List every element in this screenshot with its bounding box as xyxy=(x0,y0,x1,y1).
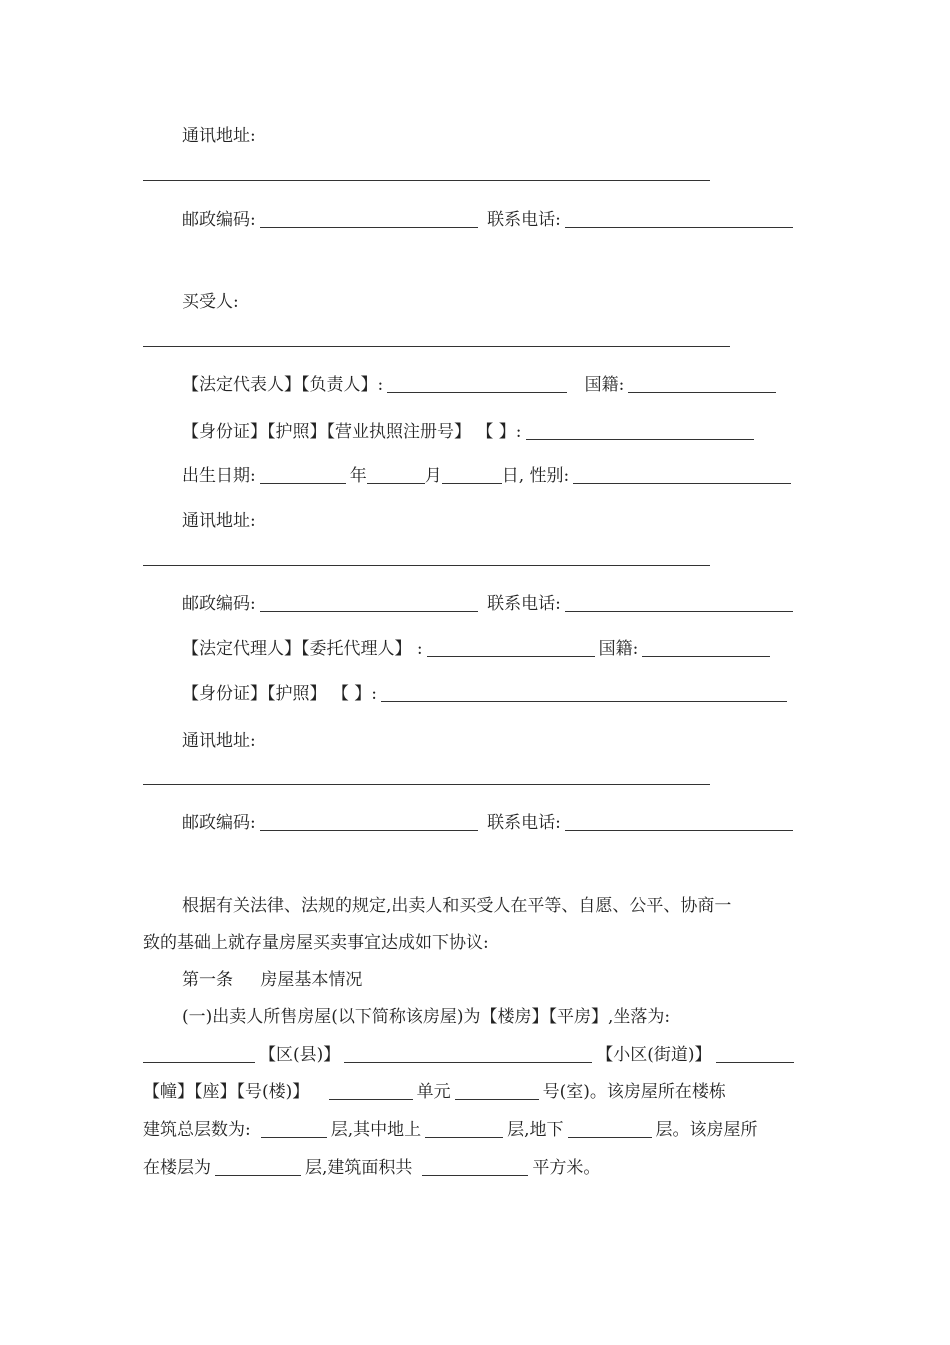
buyer-address-field[interactable] xyxy=(143,565,710,566)
article-heading xyxy=(182,968,362,992)
seller-phone-label: 联系电话: xyxy=(487,210,561,230)
agent-nationality-label: 国籍: xyxy=(598,639,639,659)
floors-end-text: 层。该房屋所 xyxy=(655,1120,758,1140)
birth-year-field[interactable] xyxy=(260,465,346,484)
buyer-id-field[interactable] xyxy=(526,421,754,440)
building-row xyxy=(143,1080,726,1104)
agent-phone-field[interactable] xyxy=(565,812,793,831)
agent-row xyxy=(182,637,774,661)
birth-day-field[interactable] xyxy=(442,465,502,484)
location-row xyxy=(143,1043,798,1067)
month-text: 月 xyxy=(424,466,442,486)
district-field[interactable] xyxy=(143,1044,255,1063)
agent-id-field[interactable] xyxy=(381,683,787,702)
buyer-postcode-label: 邮政编码: xyxy=(182,594,256,614)
intro-line-1: 根据有关法律、法规的规定,出卖人和买受人在平等、自愿、公平、协商一 xyxy=(182,896,732,916)
floors-row xyxy=(143,1118,758,1142)
agent-phone-label: 联系电话: xyxy=(487,813,561,833)
unit-text: 单元 xyxy=(416,1082,451,1102)
agent-postcode-row xyxy=(182,811,797,835)
area-row xyxy=(143,1156,600,1180)
clause-1: (一)出卖人所售房屋(以下简称该房屋)为【楼房】【平房】,坐落为: xyxy=(182,1007,671,1027)
buyer-address-label: 通讯地址: xyxy=(182,511,256,531)
seller-postcode-label: 邮政编码: xyxy=(182,210,256,230)
buyer-phone-label: 联系电话: xyxy=(487,594,561,614)
buyer-id-row xyxy=(182,420,758,444)
area-label: 层,建筑面积共 xyxy=(305,1158,413,1178)
at-floor-label: 在楼层为 xyxy=(143,1158,211,1178)
buyer-nationality-field[interactable] xyxy=(628,374,776,393)
agent-id-row xyxy=(182,682,791,706)
buyer-rep-row xyxy=(182,373,780,397)
building-text: 【幢】【座】【号(楼)】 xyxy=(143,1082,310,1102)
article-title: 房屋基本情况 xyxy=(260,970,363,990)
buyer-postcode-row xyxy=(182,592,797,616)
floors-above-field[interactable] xyxy=(425,1119,503,1138)
district-text: 【区(县)】 xyxy=(259,1045,341,1065)
buyer-name-field[interactable] xyxy=(143,346,730,347)
buyer-id-label: 【身份证】【护照】【营业执照注册号】 【 】: xyxy=(182,422,522,442)
intro-line-2: 致的基础上就存量房屋买卖事宜达成如下协议: xyxy=(143,933,489,953)
buyer-nationality-label: 国籍: xyxy=(584,375,625,395)
buyer-label: 买受人: xyxy=(182,292,239,312)
seller-phone-field[interactable] xyxy=(565,209,793,228)
gender-label: 性别: xyxy=(529,466,570,486)
buyer-birth-row xyxy=(182,464,795,488)
area-unit: 平方米。 xyxy=(532,1158,601,1178)
room-field[interactable] xyxy=(455,1081,539,1100)
total-floors-field[interactable] xyxy=(261,1119,327,1138)
buyer-rep-field[interactable] xyxy=(387,374,567,393)
article-number: 第一条 xyxy=(182,970,233,990)
seller-postcode-row xyxy=(182,208,797,232)
agent-label: 【法定代理人】【委托代理人】 : xyxy=(182,639,423,659)
agent-name-field[interactable] xyxy=(427,638,595,657)
year-text: 年 xyxy=(349,466,367,486)
agent-address-label: 通讯地址: xyxy=(182,731,256,751)
agent-address-field[interactable] xyxy=(143,784,710,785)
building-number-field[interactable] xyxy=(716,1044,794,1063)
seller-postcode-field[interactable] xyxy=(260,209,478,228)
buyer-birth-label: 出生日期: xyxy=(182,466,256,486)
buyer-phone-field[interactable] xyxy=(565,593,793,612)
agent-postcode-label: 邮政编码: xyxy=(182,813,256,833)
street-field[interactable] xyxy=(344,1044,592,1063)
floors-below-label: 层,地下 xyxy=(507,1120,564,1140)
floors-below-field[interactable] xyxy=(568,1119,652,1138)
gender-field[interactable] xyxy=(573,465,791,484)
agent-postcode-field[interactable] xyxy=(260,812,478,831)
street-text: 【小区(街道)】 xyxy=(596,1045,712,1065)
room-text: 号(室)。该房屋所在楼栋 xyxy=(542,1082,726,1102)
buyer-postcode-field[interactable] xyxy=(260,593,478,612)
total-floors-label: 建筑总层数为: xyxy=(143,1120,251,1140)
unit-field[interactable] xyxy=(329,1081,413,1100)
area-field[interactable] xyxy=(422,1157,528,1176)
agent-id-label: 【身份证】【护照】 【 】: xyxy=(182,684,378,704)
buyer-rep-label: 【法定代表人】【负责人】: xyxy=(182,375,384,395)
agent-nationality-field[interactable] xyxy=(642,638,770,657)
seller-address-field[interactable] xyxy=(143,180,710,181)
day-text: 日, xyxy=(501,466,525,486)
at-floor-field[interactable] xyxy=(215,1157,301,1176)
birth-month-field[interactable] xyxy=(367,465,425,484)
floors-above-label: 层,其中地上 xyxy=(330,1120,422,1140)
seller-address-label: 通讯地址: xyxy=(182,126,256,146)
